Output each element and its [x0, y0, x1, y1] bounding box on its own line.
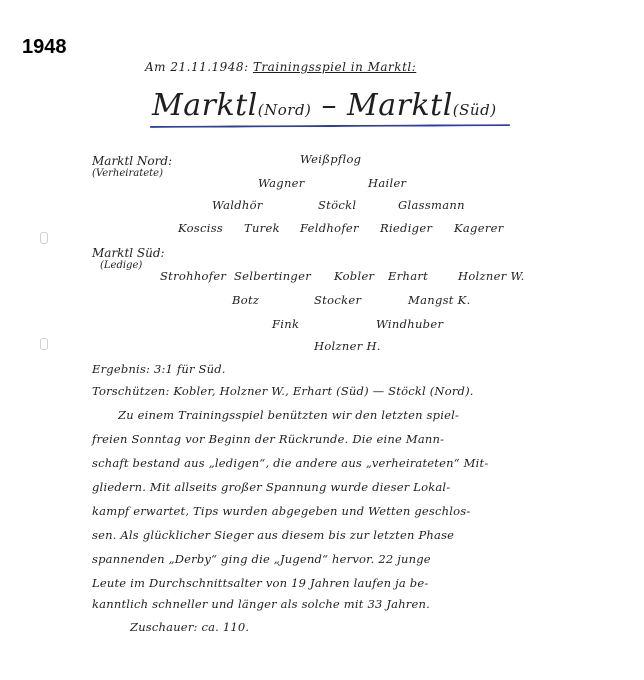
result-line	[92, 362, 226, 376]
spectators-line	[130, 620, 249, 634]
sued-forward: Selbertinger	[234, 269, 311, 283]
nord-back: Wagner	[258, 176, 305, 190]
nord-half: Stöckl	[318, 198, 357, 212]
sued-back: Windhuber	[376, 317, 444, 331]
result-value: 3:1 für Süd.	[153, 362, 226, 376]
punch-hole-mark	[40, 338, 48, 350]
report-line: kanntlich schneller und länger als solche mit 33 Jahren.	[92, 597, 430, 611]
report-line: kampf erwartet, Tips wurden abgegeben und Wetten geschlos-	[92, 504, 471, 518]
team-sued-sub: (Ledige)	[100, 260, 143, 271]
report-line: Leute im Durchschnittsalter von 19 Jahren laufen ja be-	[92, 576, 429, 590]
sued-forward: Erhart	[388, 269, 429, 283]
sued-half: Botz	[232, 293, 260, 307]
sued-forward: Strohhofer	[160, 269, 227, 283]
nord-half: Waldhör	[212, 198, 263, 212]
report-line: sen. Als glücklicher Sieger aus diesem bis zur letzten Phase	[92, 528, 455, 542]
sued-back: Fink	[272, 317, 300, 331]
nord-forward: Turek	[244, 221, 280, 235]
nord-goalkeeper: Weißpflog	[300, 152, 362, 166]
nord-forward: Kosciss	[178, 221, 224, 235]
scorers-line	[92, 384, 474, 398]
year-label: 1948	[22, 36, 67, 58]
sued-half: Stocker	[314, 293, 362, 307]
match-title	[152, 88, 497, 123]
sued-forward: Kobler	[334, 269, 375, 283]
sued-forward: Holzner W.	[458, 269, 525, 283]
nord-forward: Kagerer	[454, 221, 504, 235]
title-team-right-sub: (Süd)	[452, 101, 497, 119]
report-line: freien Sonntag vor Beginn der Rückrunde. Die eine Mann-	[92, 432, 445, 446]
punch-hole-mark	[40, 232, 48, 244]
match-event: Trainingsspiel in Marktl:	[252, 60, 417, 74]
match-date: Am 21.11.1948	[145, 60, 245, 74]
nord-forward: Feldhofer	[300, 221, 359, 235]
report-line: schaft bestand aus „ledigen“, die andere aus „verheirateten“ Mit-	[92, 456, 489, 470]
result-label: Ergebnis:	[92, 362, 151, 376]
sued-goalkeeper: Holzner H.	[314, 339, 381, 353]
nord-back: Hailer	[368, 176, 407, 190]
spectators-value: ca. 110.	[201, 620, 250, 634]
spectators-label: Zuschauer:	[130, 620, 198, 634]
report-line: gliedern. Mit allseits großer Spannung wurde dieser Lokal-	[92, 480, 451, 494]
title-team-left: Marktl	[152, 88, 258, 123]
report-line: spannenden „Derby“ ging die „Jugend“ hervor. 22 junge	[92, 552, 431, 566]
scorers-value: Kobler, Holzner W., Erhart (Süd) — Stöckl (Nord).	[173, 384, 474, 398]
title-team-right: Marktl	[347, 88, 453, 123]
scorers-label: Torschützen:	[92, 384, 170, 398]
team-sued-label: Marktl Süd:	[92, 246, 165, 260]
team-nord-label: Marktl Nord:	[92, 154, 173, 168]
title-team-left-sub: (Nord)	[257, 101, 312, 119]
report-line: Zu einem Trainingsspiel benützten wir den letzten spiel-	[118, 408, 460, 422]
nord-forward: Riediger	[380, 221, 433, 235]
team-nord-sub: (Verheiratete)	[92, 168, 163, 179]
nord-half: Glassmann	[398, 198, 465, 212]
match-date-line: Am 21.11.1948: Trainingsspiel in Marktl:	[145, 60, 417, 74]
title-underline	[150, 124, 510, 128]
sued-half: Mangst K.	[408, 293, 471, 307]
title-dash: –	[321, 88, 337, 123]
